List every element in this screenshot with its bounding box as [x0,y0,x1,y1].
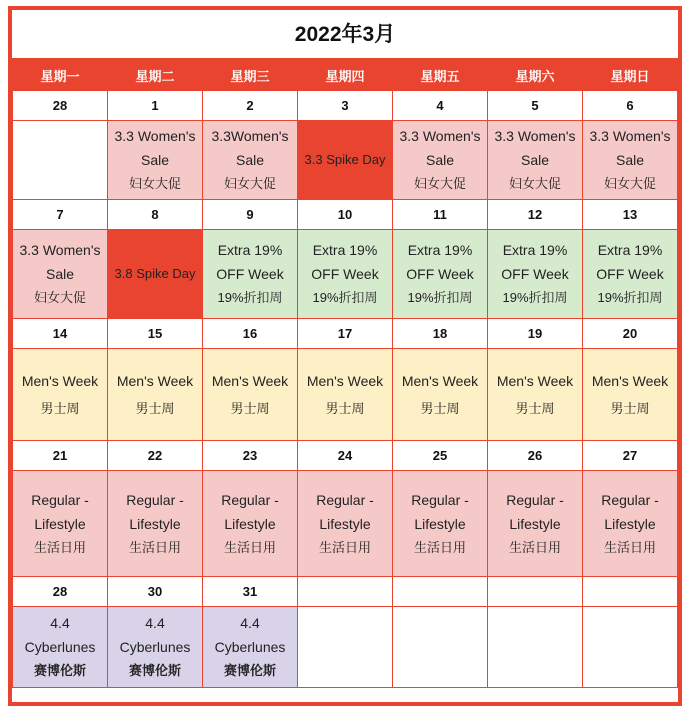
date-cell[interactable]: 12 [488,200,583,230]
date-cell[interactable]: 14 [13,319,108,349]
event-label: 3.8 Spike Day [114,266,196,281]
event-label: Sale [425,152,455,168]
event-label: Lifestyle [414,515,466,532]
event-label: OFF Week [311,266,379,282]
event-label: Men's Week [306,372,384,389]
event-cell[interactable] [13,230,108,319]
event-cell[interactable] [203,121,298,200]
event-label: 男士周 [515,400,555,416]
date-cell[interactable]: 22 [108,441,203,471]
date-cell[interactable]: 17 [298,319,393,349]
event-cell[interactable] [488,121,583,200]
event-label: Regular - [126,491,184,508]
date-cell[interactable]: 8 [108,200,203,230]
event-row [13,121,678,200]
date-cell[interactable] [488,577,583,607]
event-label: 生活日用 [508,539,561,555]
date-cell[interactable]: 7 [13,200,108,230]
event-label: 妇女大促 [508,176,561,191]
date-cell[interactable]: 19 [488,319,583,349]
event-label: Extra 19% [502,242,568,258]
event-label: Sale [615,152,645,168]
event-row [13,230,678,319]
weekday-header: 星期四 [298,60,393,91]
event-label: Cyberlunes [119,639,191,655]
event-cell[interactable] [108,607,203,688]
event-label: Sale [140,152,170,168]
event-label: 19%折扣周 [502,290,568,305]
weekday-header: 星期三 [203,60,298,91]
event-label: 妇女大促 [413,176,466,191]
event-label: Men's Week [401,372,479,389]
event-cell[interactable] [583,230,678,319]
event-label: 男士周 [135,400,175,416]
date-cell[interactable]: 15 [108,319,203,349]
event-cell[interactable] [298,230,393,319]
event-label: Lifestyle [34,515,86,532]
event-label: 4.4 [240,615,260,631]
event-label: 3.3 Women's [19,242,101,258]
event-label: 赛博伦斯 [128,663,181,678]
calendar-grid [12,59,678,688]
weekday-header: 星期一 [13,60,108,91]
event-cell[interactable] [583,471,678,577]
event-label: Sale [45,266,75,282]
event-label: 妇女大促 [223,176,276,191]
event-cell[interactable] [393,121,488,200]
empty-event-cell[interactable] [298,607,393,688]
event-row [13,471,678,577]
date-cell[interactable]: 21 [13,441,108,471]
event-cell[interactable] [203,471,298,577]
event-cell[interactable] [488,230,583,319]
date-row [13,200,678,230]
event-label: 男士周 [40,400,80,416]
event-cell[interactable] [583,349,678,441]
event-label: 19%折扣周 [217,290,283,305]
event-label: 生活日用 [318,539,371,555]
calendar-title: 2022年3月 [12,10,678,59]
event-cell[interactable] [203,607,298,688]
event-label: Lifestyle [224,515,276,532]
event-label: 赛博伦斯 [33,663,86,678]
weekday-header: 星期六 [488,60,583,91]
event-cell[interactable] [13,471,108,577]
event-label: Cyberlunes [214,639,286,655]
event-label: 3.3 Women's [494,128,576,144]
event-label: 4.4 [50,615,70,631]
event-label: Sale [520,152,550,168]
event-label: 男士周 [230,400,270,416]
event-label: Regular - [411,491,469,508]
event-label: Lifestyle [129,515,181,532]
event-label: 3.3Women's [211,128,289,144]
date-cell[interactable]: 26 [488,441,583,471]
date-cell[interactable]: 30 [108,577,203,607]
event-label: 3.3 Women's [589,128,671,144]
event-label: Extra 19% [312,242,378,258]
event-label: Regular - [316,491,374,508]
event-label: Extra 19% [407,242,473,258]
event-label: 妇女大促 [33,290,86,305]
event-cell[interactable] [108,349,203,441]
date-cell[interactable]: 9 [203,200,298,230]
event-label: Regular - [601,491,659,508]
event-cell[interactable] [298,349,393,441]
event-label: 妇女大促 [603,176,656,191]
empty-event-cell[interactable] [393,607,488,688]
event-cell[interactable] [393,471,488,577]
event-label: 生活日用 [603,539,656,555]
date-row [13,91,678,121]
event-cell[interactable] [203,349,298,441]
event-label: OFF Week [216,266,284,282]
event-label: 赛博伦斯 [223,663,276,678]
event-label: 3.3 Spike Day [304,152,386,167]
event-label: Lifestyle [604,515,656,532]
event-cell[interactable] [488,349,583,441]
event-label: 生活日用 [33,539,86,555]
event-label: 4.4 [145,615,165,631]
date-row [13,319,678,349]
date-cell[interactable]: 1 [108,91,203,121]
event-label: 男士周 [325,400,365,416]
event-label: OFF Week [501,266,569,282]
event-label: OFF Week [406,266,474,282]
event-label: 妇女大促 [128,176,181,191]
date-cell[interactable]: 3 [298,91,393,121]
date-cell[interactable]: 2 [203,91,298,121]
event-label: OFF Week [596,266,664,282]
date-cell[interactable]: 4 [393,91,488,121]
event-cell[interactable] [13,349,108,441]
event-cell[interactable] [108,230,203,319]
date-cell[interactable]: 10 [298,200,393,230]
date-cell[interactable]: 23 [203,441,298,471]
event-label: 3.3 Women's [114,128,196,144]
date-cell[interactable]: 24 [298,441,393,471]
event-cell[interactable] [393,349,488,441]
event-label: Extra 19% [597,242,663,258]
event-label: 19%折扣周 [597,290,663,305]
event-label: 生活日用 [128,539,181,555]
event-label: Lifestyle [319,515,371,532]
date-cell[interactable]: 25 [393,441,488,471]
date-row [13,577,678,607]
event-cell[interactable] [298,471,393,577]
date-cell[interactable]: 27 [583,441,678,471]
date-cell[interactable]: 16 [203,319,298,349]
event-label: Men's Week [496,372,574,389]
calendar [8,6,682,706]
event-label: 3.3 Women's [399,128,481,144]
date-cell[interactable]: 11 [393,200,488,230]
event-row [13,607,678,688]
event-cell[interactable] [108,121,203,200]
calendar-body [13,91,678,688]
event-cell[interactable] [393,230,488,319]
event-label: 19%折扣周 [312,290,378,305]
weekday-header: 星期二 [108,60,203,91]
date-cell[interactable]: 20 [583,319,678,349]
date-cell[interactable]: 6 [583,91,678,121]
event-cell[interactable] [583,121,678,200]
event-label: 男士周 [420,400,460,416]
event-row [13,349,678,441]
date-row [13,441,678,471]
date-cell[interactable]: 28 [13,577,108,607]
event-label: Men's Week [591,372,669,389]
event-cell[interactable] [13,607,108,688]
event-cell[interactable] [108,471,203,577]
empty-event-cell[interactable] [488,607,583,688]
event-label: Men's Week [211,372,289,389]
weekday-header: 星期日 [583,60,678,91]
event-label: 生活日用 [223,539,276,555]
event-label: Sale [235,152,265,168]
date-cell[interactable]: 31 [203,577,298,607]
date-cell[interactable] [583,577,678,607]
empty-event-cell[interactable] [13,121,108,200]
event-label: Lifestyle [509,515,561,532]
event-label: Men's Week [116,372,194,389]
event-label: Regular - [506,491,564,508]
event-label: Men's Week [21,372,99,389]
event-label: 19%折扣周 [407,290,473,305]
event-label: Regular - [221,491,279,508]
event-label: Regular - [31,491,89,508]
event-label: Cyberlunes [24,639,96,655]
empty-event-cell[interactable] [583,607,678,688]
date-cell[interactable]: 28 [13,91,108,121]
event-cell[interactable] [203,230,298,319]
event-label: 生活日用 [413,539,466,555]
date-cell[interactable] [298,577,393,607]
event-label: 男士周 [610,400,650,416]
event-cell[interactable] [298,121,393,200]
date-cell[interactable]: 18 [393,319,488,349]
date-cell[interactable]: 13 [583,200,678,230]
event-cell[interactable] [488,471,583,577]
date-cell[interactable]: 5 [488,91,583,121]
weekday-header: 星期五 [393,60,488,91]
event-label: Extra 19% [217,242,283,258]
weekday-header-row [13,60,678,91]
date-cell[interactable] [393,577,488,607]
